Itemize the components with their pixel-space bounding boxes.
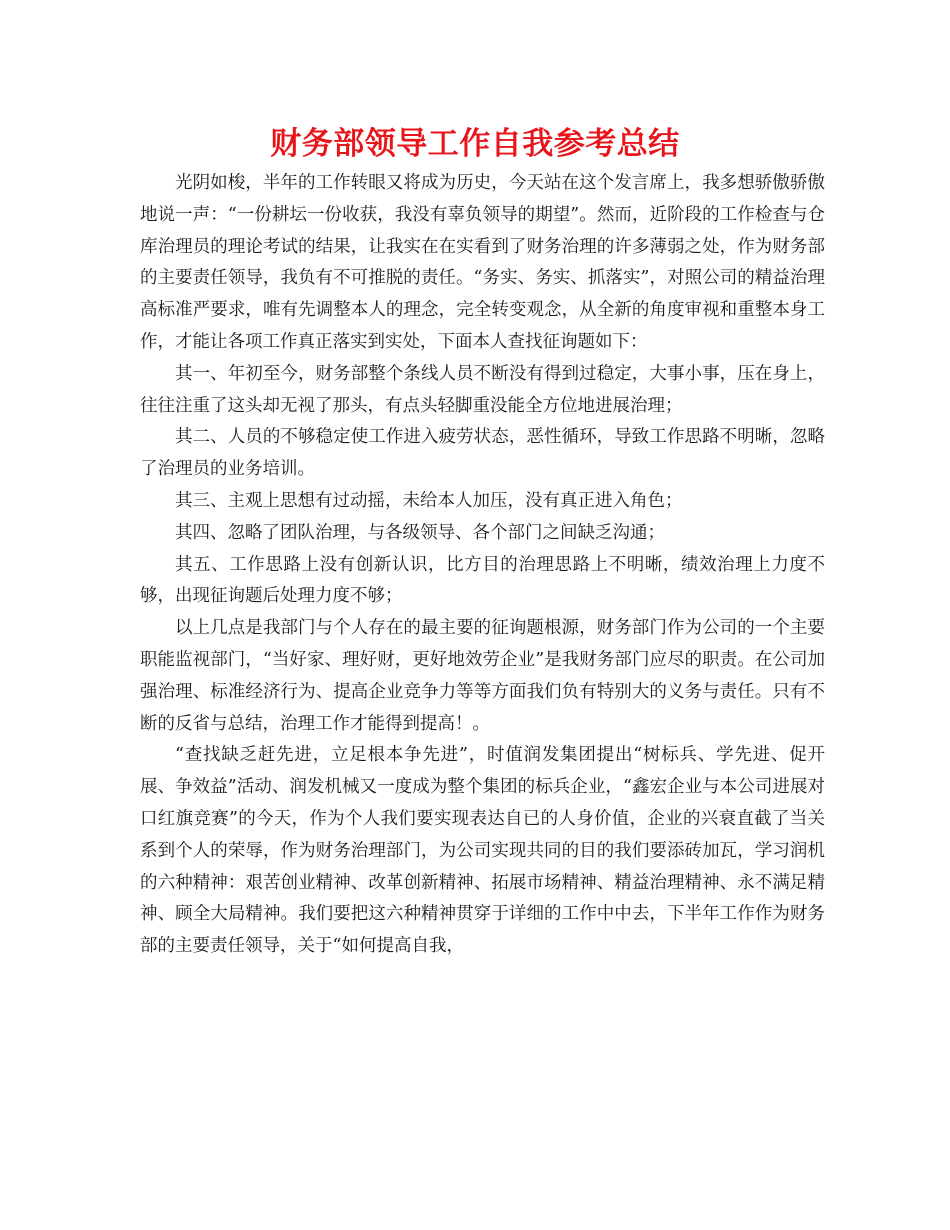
paragraph-issue-3: 其三、主观上思想有过动摇，未给本人加压，没有真正进入角色； <box>175 490 683 511</box>
paragraph-issue-2: 其二、人员的不够稳定使工作进入疲劳状态，恶性循环，导致工作思路不明晰，忽略了治理员的业务培训。 <box>140 427 825 480</box>
paragraph-issue-5: 其五、工作思路上没有创新认识，比方目的治理思路上不明晰，绩效治理上力度不够，出现征询题后处理力度不够； <box>140 554 825 607</box>
paragraph-intro: 光阴如梭，半年的工作转眼又将成为历史，今天站在这个发言席上，我多想骄傲骄傲地说一声：“一份耕坛一份收获，我没有辜负领导的期望”。然而，近阶段的工作检查与仓库治理员的理论考试的结果，让我实在在实看到了财务治理的许多薄弱之处，作为财务部的主要责任领导，我负有不可推脱的责任。“务实、务实、抓落实”，对照公司的精益治理高标准严要求，唯有先调整本人的理念，完全转变观念，从全新的角度审视和重整本身工作，才能让各项工作真正落实到实处，下面本人查找征询题如下： <box>140 173 825 352</box>
document-body <box>140 168 825 963</box>
paragraph-issue-4: 其四、忽略了团队治理，与各级领导、各个部门之间缺乏沟通； <box>175 522 665 543</box>
paragraph-issue-1: 其一、年初至今，财务部整个条线人员不断没有得到过稳定，大事小事，压在身上，往往注重了这头却无视了那头，有点头轻脚重没能全方位地进展治理； <box>140 363 825 416</box>
document-title: 财务部领导工作自我参考总结 <box>270 126 680 162</box>
paragraph-outlook: “查找缺乏赶先进，立足根本争先进”，时值润发集团提出“树标兵、学先进、促开展、争效益”活动、润发机械又一度成为整个集团的标兵企业，“鑫宏企业与本公司进展对口红旗竞赛”的今天，作为个人我们要实现表达自已的人身价值，企业的兴衰直截了当关系到个人的荣辱，作为财务治理部门，为公司实现共同的目的我们要添砖加瓦，学习润机的六种精神：艰苦创业精神、改革创新精神、拓展市场精神、精益治理精神、永不满足精神、顾全大局精神。我们要把这六种精神贯穿于详细的工作中中去，下半年工作作为财务部的主要责任领导，关于“如何提高自我， <box>140 745 825 957</box>
paragraph-summary: 以上几点是我部门与个人存在的最主要的征询题根源，财务部门作为公司的一个主要职能监视部门，“当好家、理好财，更好地效劳企业”是我财务部门应尽的职责。在公司加强治理、标准经济行为、提高企业竞争力等等方面我们负有特别大的义务与责任。只有不断的反省与总结，治理工作才能得到提高！。 <box>140 618 825 734</box>
